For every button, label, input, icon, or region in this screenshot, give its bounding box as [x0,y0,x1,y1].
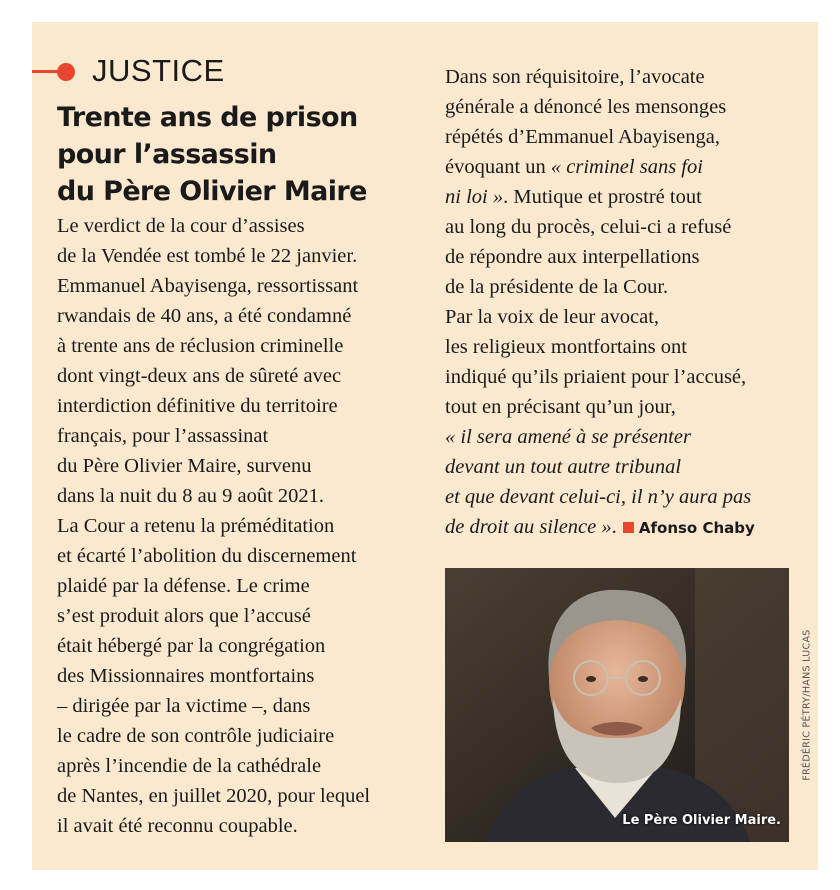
photo-credit [797,568,817,842]
body-line: dont vingt-deux ans de sûreté avec [57,365,342,387]
quote-text: « criminel sans foi [550,156,703,178]
body-line: les religieux montfortains ont [445,336,687,358]
body-line: s’est produit alors que l’accusé [57,605,311,627]
article-column-1 [57,211,417,841]
body-line: et écarté l’abolition du discernement [57,545,357,567]
quote-text: de droit au silence » [445,516,612,538]
body-line [445,512,805,543]
body-line: rwandais de 40 ans, a été condamné [57,305,352,327]
body-line: il avait été reconnu coupable. [57,815,298,837]
article-title [57,99,397,210]
author-signature: Afonso Chaby [638,519,755,537]
photo-caption: Le Père Olivier Maire. [622,813,781,828]
body-line: générale a dénoncé les mensonges [445,96,727,118]
body-line: était hébergé par la congrégation [57,635,326,657]
portrait-photo [445,568,789,842]
quote-line: et que devant celui-ci, il n’y aura pas [445,486,752,508]
body-line [445,182,805,212]
portrait-illustration [445,568,789,842]
rubric-dot-icon [57,63,75,81]
body-text: . Mutique et prostré tout [503,186,702,208]
body-line: français, pour l’assassinat [57,425,269,447]
photo-credit-text: FRÉDÉRIC PÉTRY/HANS LUCAS [801,629,813,781]
body-line: indiqué qu’ils priaient pour l’accusé, [445,366,747,388]
body-line [445,152,805,182]
body-line: de répondre aux interpellations [445,246,700,268]
body-line: interdiction définitive du territoire [57,395,338,417]
body-line: à trente ans de réclusion criminelle [57,335,344,357]
quote-line: devant un tout autre tribunal [445,456,682,478]
body-line: Le verdict de la cour d’assises [57,215,305,237]
body-line: de Nantes, en juillet 2020, pour lequel [57,785,371,807]
body-line: Dans son réquisitoire, l’avocate [445,66,705,88]
body-line: plaidé par la défense. Le crime [57,575,310,597]
body-line: au long du procès, celui-ci a refusé [445,216,732,238]
body-text: évoquant un [445,156,551,178]
quote-line: « il sera amené à se présenter [445,426,691,448]
body-line: après l’incendie de la cathédrale [57,755,322,777]
body-line: de la Vendée est tombé le 22 janvier. [57,245,358,267]
body-line: dans la nuit du 8 au 9 août 2021. [57,485,325,507]
body-line: des Missionnaires montfortains [57,665,315,687]
rubric-label: JUSTICE [92,53,225,88]
body-line: de la présidente de la Cour. [445,276,669,298]
body-line: La Cour a retenu la préméditation [57,515,335,537]
body-text: . [611,516,617,538]
body-line: Emmanuel Abayisenga, ressortissant [57,275,359,297]
quote-text: ni loi » [445,186,504,208]
body-line: répétés d’Emmanuel Abayisenga, [445,126,720,148]
title-line: Trente ans de prison [57,102,358,133]
body-line: du Père Olivier Maire, survenu [57,455,312,477]
body-line: tout en précisant qu’un jour, [445,396,676,418]
article-column-2 [445,62,805,543]
body-line: le cadre de son contrôle judiciaire [57,725,335,747]
title-line: pour l’assassin [57,139,277,170]
title-line: du Père Olivier Maire [57,176,367,207]
end-mark-icon [623,522,634,533]
body-line: – dirigée par la victime –, dans [57,695,311,717]
body-line: Par la voix de leur avocat, [445,306,660,328]
